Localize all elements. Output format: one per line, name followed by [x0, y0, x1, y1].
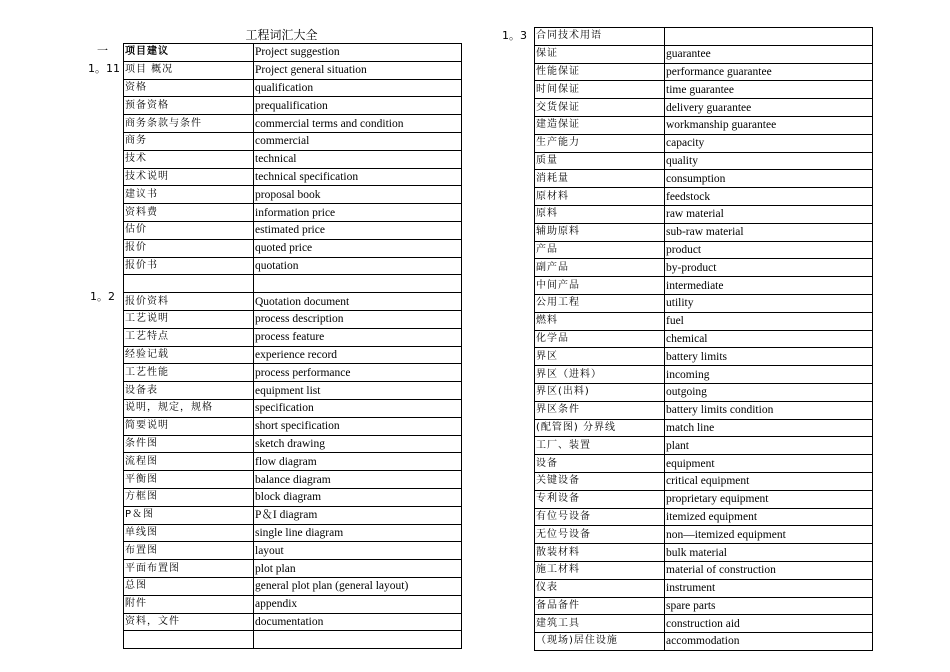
term-chinese: 交货保证 [535, 99, 665, 117]
term-english: Quotation document [254, 293, 462, 311]
table-row [535, 223, 873, 241]
table-row [124, 204, 462, 222]
section-marker-1: 一 [97, 44, 108, 57]
term-english: technical specification [254, 168, 462, 186]
term-english: proprietary equipment [665, 490, 873, 508]
term-english: by-product [665, 259, 873, 277]
term-english: P＆I diagram [254, 506, 462, 524]
term-english: experience record [254, 346, 462, 364]
table-row [124, 613, 462, 631]
term-chinese: 设备表 [124, 382, 254, 400]
term-chinese: 性能保证 [535, 63, 665, 81]
term-english: process performance [254, 364, 462, 382]
term-english: delivery guarantee [665, 99, 873, 117]
table-row [535, 437, 873, 455]
term-chinese: 燃料 [535, 312, 665, 330]
table-row [535, 383, 873, 401]
term-chinese: 中间产品 [535, 277, 665, 295]
term-chinese: 估价 [124, 221, 254, 239]
term-chinese: 技术 [124, 150, 254, 168]
term-chinese: 备品备件 [535, 597, 665, 615]
table-row [124, 524, 462, 542]
term-chinese: 公用工程 [535, 294, 665, 312]
table-row [535, 490, 873, 508]
term-english: performance guarantee [665, 63, 873, 81]
table-row [535, 259, 873, 277]
term-chinese: 总图 [124, 577, 254, 595]
table-row [124, 560, 462, 578]
table-row [535, 544, 873, 562]
table-row [535, 116, 873, 134]
table-row [535, 312, 873, 330]
term-chinese: （现场)居住设施 [535, 633, 665, 651]
term-english: incoming [665, 366, 873, 384]
term-chinese: 简要说明 [124, 417, 254, 435]
term-english: outgoing [665, 383, 873, 401]
term-chinese: 预备资格 [124, 97, 254, 115]
term-english: material of construction [665, 561, 873, 579]
term-chinese: 商务条款与条件 [124, 115, 254, 133]
term-english: quality [665, 152, 873, 170]
table-row [124, 399, 462, 417]
term-english: proposal book [254, 186, 462, 204]
term-english: time guarantee [665, 81, 873, 99]
term-english: plant [665, 437, 873, 455]
table-row [124, 471, 462, 489]
term-chinese: 工艺特点 [124, 328, 254, 346]
term-english: non—itemized equipment [665, 526, 873, 544]
term-chinese: 无位号设备 [535, 526, 665, 544]
section-marker-1-3: 1。3 [502, 29, 527, 42]
table-row [535, 348, 873, 366]
term-english [254, 275, 462, 293]
table-row [535, 330, 873, 348]
term-chinese: 生产能力 [535, 134, 665, 152]
term-english: short specification [254, 417, 462, 435]
term-chinese: 资料，文件 [124, 613, 254, 631]
term-chinese: 经验记载 [124, 346, 254, 364]
term-english: match line [665, 419, 873, 437]
term-english: sketch drawing [254, 435, 462, 453]
table-row [124, 488, 462, 506]
term-english: workmanship guarantee [665, 116, 873, 134]
table-row [535, 205, 873, 223]
term-english: accommodation [665, 633, 873, 651]
glossary-table-right [534, 27, 873, 651]
term-chinese: 条件图 [124, 435, 254, 453]
term-chinese: 单线图 [124, 524, 254, 542]
term-english: critical equipment [665, 472, 873, 490]
table-row [535, 134, 873, 152]
term-chinese [124, 631, 254, 649]
table-row [535, 633, 873, 651]
table-row [124, 79, 462, 97]
document-title: 工程词汇大全 [245, 28, 318, 42]
table-row [535, 419, 873, 437]
term-english: capacity [665, 134, 873, 152]
table-row [535, 508, 873, 526]
term-chinese: 报价资料 [124, 293, 254, 311]
term-english: process feature [254, 328, 462, 346]
term-english: Project suggestion [254, 44, 462, 62]
term-english: information price [254, 204, 462, 222]
table-row [535, 472, 873, 490]
table-row [124, 44, 462, 62]
table-row [535, 241, 873, 259]
term-english: layout [254, 542, 462, 560]
table-row [124, 221, 462, 239]
term-english: product [665, 241, 873, 259]
term-english: instrument [665, 579, 873, 597]
table-row [535, 99, 873, 117]
table-row [124, 346, 462, 364]
table-row [535, 45, 873, 63]
table-row [535, 579, 873, 597]
term-english: commercial [254, 132, 462, 150]
term-chinese: 设备 [535, 455, 665, 473]
term-chinese: 建议书 [124, 186, 254, 204]
term-english: general plot plan (general layout) [254, 577, 462, 595]
table-row [124, 453, 462, 471]
term-chinese: 平面布置图 [124, 560, 254, 578]
table-row [535, 188, 873, 206]
section-marker-1-2: 1。2 [90, 290, 115, 303]
term-chinese: 辅助原料 [535, 223, 665, 241]
table-row [535, 455, 873, 473]
table-row [535, 63, 873, 81]
term-chinese: 项目建议 [124, 44, 254, 62]
term-chinese: 建造保证 [535, 116, 665, 134]
term-chinese: 资料费 [124, 204, 254, 222]
term-english: Project general situation [254, 61, 462, 79]
table-row [124, 328, 462, 346]
term-english: plot plan [254, 560, 462, 578]
term-chinese: 副产品 [535, 259, 665, 277]
table-row [124, 577, 462, 595]
term-english: balance diagram [254, 471, 462, 489]
term-english: battery limits condition [665, 401, 873, 419]
term-chinese: 方框图 [124, 488, 254, 506]
term-english: battery limits [665, 348, 873, 366]
term-english: equipment list [254, 382, 462, 400]
term-english: chemical [665, 330, 873, 348]
table-row [535, 615, 873, 633]
table-row [535, 294, 873, 312]
term-chinese: 说明，规定，规格 [124, 399, 254, 417]
term-english: utility [665, 294, 873, 312]
term-chinese: 工艺性能 [124, 364, 254, 382]
term-chinese: 消耗量 [535, 170, 665, 188]
term-english: sub-raw material [665, 223, 873, 241]
term-english: estimated price [254, 221, 462, 239]
term-chinese: 散装材料 [535, 544, 665, 562]
table-row [124, 595, 462, 613]
table-row [535, 152, 873, 170]
term-chinese: 布置图 [124, 542, 254, 560]
term-chinese: 界区 [535, 348, 665, 366]
term-chinese: 项目 概况 [124, 61, 254, 79]
term-chinese: 资格 [124, 79, 254, 97]
table-row [535, 277, 873, 295]
section-marker-1-11: 1。11 [88, 62, 120, 75]
term-english [254, 631, 462, 649]
term-english: specification [254, 399, 462, 417]
table-row [535, 28, 873, 46]
term-chinese: 界区条件 [535, 401, 665, 419]
table-row [124, 168, 462, 186]
term-chinese: 流程图 [124, 453, 254, 471]
table-row [124, 257, 462, 275]
term-english: construction aid [665, 615, 873, 633]
table-row [124, 132, 462, 150]
table-row [124, 631, 462, 649]
term-chinese: 合同技术用语 [535, 28, 665, 46]
term-chinese: 时间保证 [535, 81, 665, 99]
table-row [124, 310, 462, 328]
table-row [535, 561, 873, 579]
table-row [124, 186, 462, 204]
term-english: qualification [254, 79, 462, 97]
term-chinese: 报价 [124, 239, 254, 257]
term-chinese: 技术说明 [124, 168, 254, 186]
term-chinese [124, 275, 254, 293]
term-english: block diagram [254, 488, 462, 506]
term-english: quotation [254, 257, 462, 275]
glossary-table-left [123, 43, 462, 649]
term-chinese: 商务 [124, 132, 254, 150]
table-row [535, 170, 873, 188]
term-english: consumption [665, 170, 873, 188]
term-english: flow diagram [254, 453, 462, 471]
term-chinese: P＆图 [124, 506, 254, 524]
table-row [124, 506, 462, 524]
term-chinese: (配管图) 分界线 [535, 419, 665, 437]
term-chinese: 工艺说明 [124, 310, 254, 328]
table-row [124, 150, 462, 168]
term-chinese: 专利设备 [535, 490, 665, 508]
term-english: spare parts [665, 597, 873, 615]
table-row [535, 81, 873, 99]
term-chinese: 工厂、装置 [535, 437, 665, 455]
table-row [124, 97, 462, 115]
table-row [535, 526, 873, 544]
term-english: itemized equipment [665, 508, 873, 526]
term-english: prequalification [254, 97, 462, 115]
table-row [124, 293, 462, 311]
term-chinese: 报价书 [124, 257, 254, 275]
term-english: documentation [254, 613, 462, 631]
term-english: appendix [254, 595, 462, 613]
term-chinese: 界区(出料) [535, 383, 665, 401]
term-english: bulk material [665, 544, 873, 562]
term-english: single line diagram [254, 524, 462, 542]
term-chinese: 平衡图 [124, 471, 254, 489]
term-chinese: 建筑工具 [535, 615, 665, 633]
table-row [535, 366, 873, 384]
table-row [124, 364, 462, 382]
table-row [124, 382, 462, 400]
table-row [535, 401, 873, 419]
table-row [124, 542, 462, 560]
term-chinese: 产品 [535, 241, 665, 259]
term-english: guarantee [665, 45, 873, 63]
term-english: process description [254, 310, 462, 328]
term-chinese: 仪表 [535, 579, 665, 597]
table-row [124, 61, 462, 79]
term-chinese: 施工材料 [535, 561, 665, 579]
term-english: raw material [665, 205, 873, 223]
term-chinese: 质量 [535, 152, 665, 170]
table-row [535, 597, 873, 615]
table-row [124, 239, 462, 257]
term-english: fuel [665, 312, 873, 330]
term-english: technical [254, 150, 462, 168]
term-chinese: 界区（进料） [535, 366, 665, 384]
term-chinese: 有位号设备 [535, 508, 665, 526]
term-chinese: 化学品 [535, 330, 665, 348]
table-row [124, 115, 462, 133]
term-chinese: 原材料 [535, 188, 665, 206]
term-chinese: 原料 [535, 205, 665, 223]
term-chinese: 保证 [535, 45, 665, 63]
term-chinese: 关键设备 [535, 472, 665, 490]
term-english: feedstock [665, 188, 873, 206]
table-row [124, 435, 462, 453]
term-chinese: 附件 [124, 595, 254, 613]
term-english: quoted price [254, 239, 462, 257]
term-english: equipment [665, 455, 873, 473]
term-english: intermediate [665, 277, 873, 295]
table-row [124, 417, 462, 435]
term-english: commercial terms and condition [254, 115, 462, 133]
table-row [124, 275, 462, 293]
term-english [665, 28, 873, 46]
